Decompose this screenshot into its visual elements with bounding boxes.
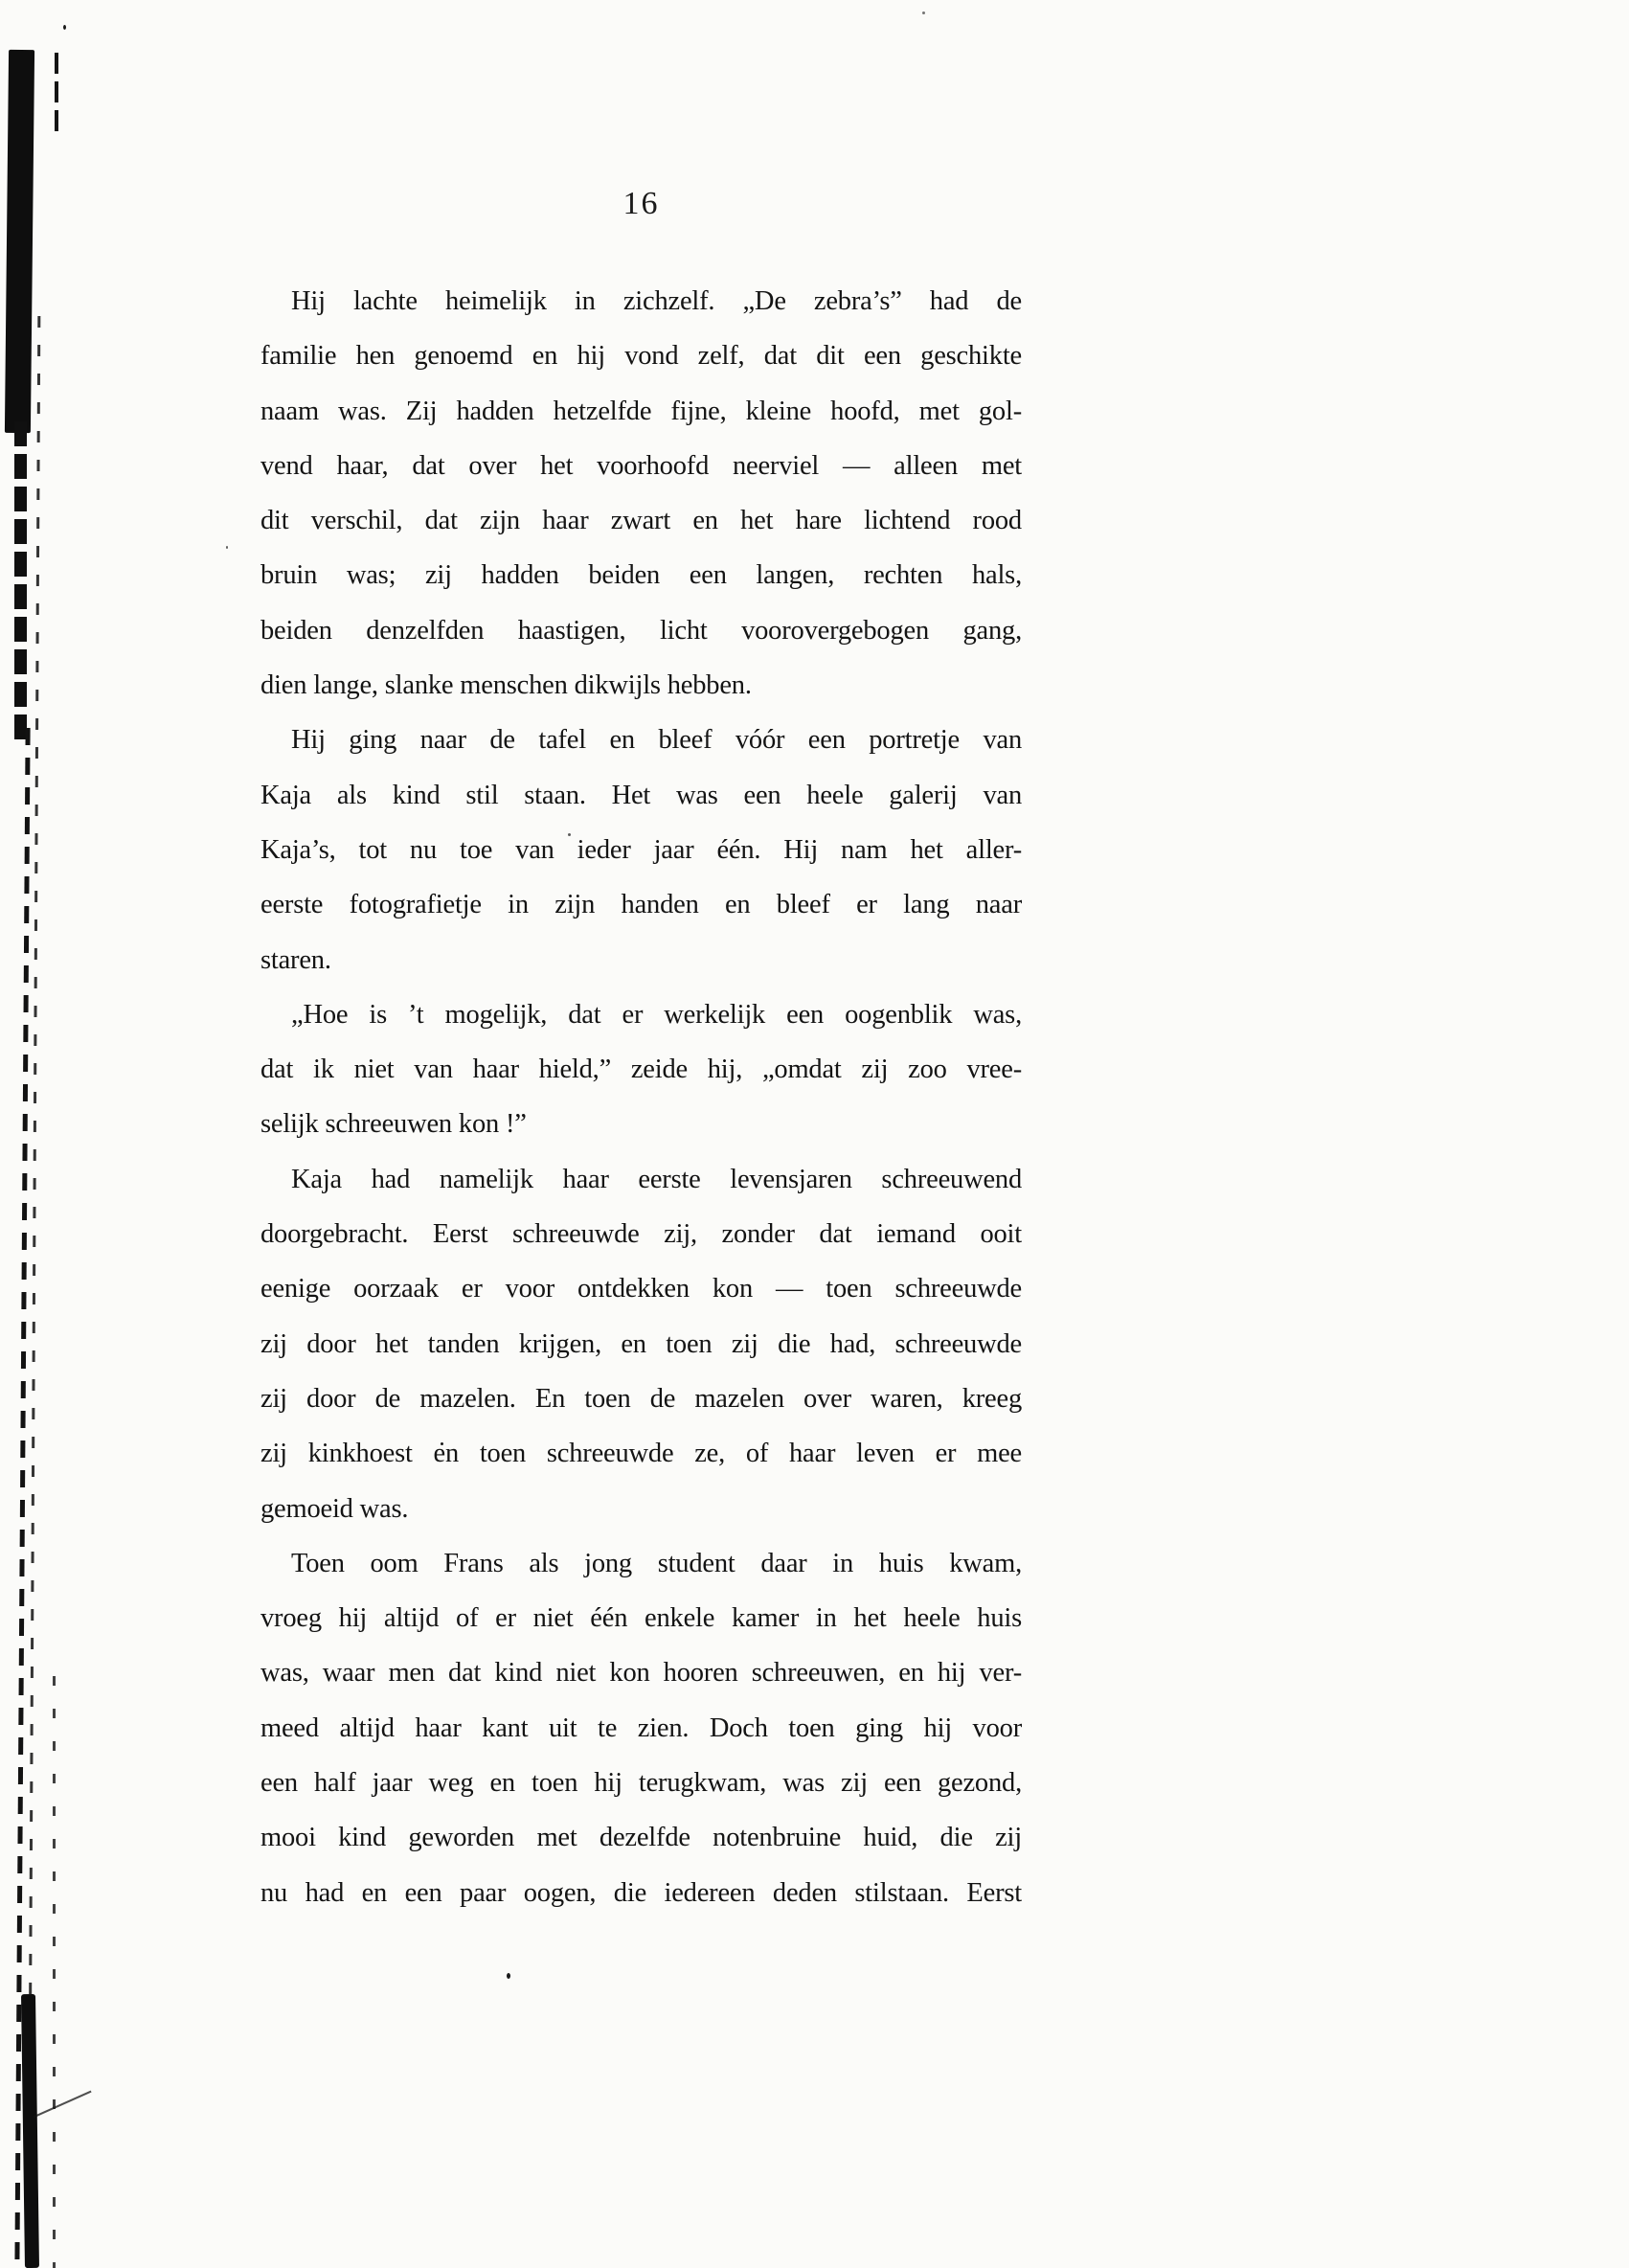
- text-line: Kaja’s, tot nu toe van ieder jaar één. Hij nam het aller-: [260, 834, 1022, 865]
- text-line: Hij ging naar de tafel en bleef vóór een portretje van: [291, 725, 1022, 756]
- text-line: zij door het tanden krijgen, en toen zij die had, schreeuwde: [260, 1328, 1022, 1359]
- text-line: vend haar, dat over het voorhoofd neerviel — alleen met: [260, 450, 1022, 481]
- ink-speck: [507, 1973, 510, 1979]
- scan-artifact-left-edge: [14, 421, 27, 747]
- text-line: staren.: [260, 944, 331, 975]
- ink-speck: [63, 25, 66, 30]
- scan-artifact-scratch: [33, 2091, 91, 2119]
- text-line: Hij lachte heimelijk in zichzelf. „De zebra’s” had de: [291, 286, 1022, 316]
- text-line: nu had en een paar oogen, die iedereen deden stilstaan. Eerst: [260, 1877, 1022, 1908]
- scan-artifact-left-edge: [5, 50, 34, 433]
- page-number: 16: [622, 186, 660, 221]
- scan-artifact-left-streak: [55, 53, 58, 134]
- text-line: zij kinkhoest en toen schreeuwde ze, of haar leven er mee: [260, 1439, 1022, 1469]
- scan-artifact-left-streak: [53, 1676, 56, 2268]
- body-text: [260, 274, 1022, 1920]
- text-line: doorgebracht. Eerst schreeuwde zij, zonder dat iemand ooit: [260, 1219, 1022, 1250]
- text-line: een half jaar weg en toen hij terugkwam, was zij een gezond,: [260, 1768, 1022, 1799]
- text-line: dien lange, slanke menschen dikwijls hebben.: [260, 670, 752, 701]
- text-line: dit verschil, dat zijn haar zwart en het hare lichtend rood: [260, 506, 1022, 536]
- text-line: Kaja als kind stil staan. Het was een heele galerij van: [260, 780, 1022, 810]
- text-line: bruin was; zij hadden beiden een langen, rechten hals,: [260, 560, 1022, 591]
- text-line: meed altijd haar kant uit te zien. Doch toen ging hij voor: [260, 1712, 1022, 1743]
- text-line: mooi kind geworden met dezelfde notenbruine huid, die zij: [260, 1823, 1022, 1853]
- text-line: Toen oom Frans als jong student daar in huis kwam,: [291, 1548, 1022, 1578]
- text-line: naam was. Zij hadden hetzelfde fijne, kleine hoofd, met gol-: [260, 396, 1022, 426]
- text-line: dat ik niet van haar hield,” zeide hij, „omdat zij zoo vree-: [260, 1055, 1022, 1085]
- text-line: Kaja had namelijk haar eerste levensjaren schreeuwend: [291, 1164, 1022, 1194]
- scan-artifact-left-streak: [28, 316, 41, 2268]
- scan-artifact-left-edge: [21, 1994, 39, 2268]
- ink-speck: [922, 11, 925, 14]
- text-line: gemoeid was.: [260, 1493, 409, 1524]
- text-line: vroeg hij altijd of er niet één enkele kamer in het heele huis: [260, 1603, 1022, 1634]
- text-line: beiden denzelfden haastigen, licht voorovergebogen gang,: [260, 615, 1022, 646]
- text-line: „Hoe is ’t mogelijk, dat er werkelijk een oogenblik was,: [291, 999, 1022, 1030]
- text-line: zij door de mazelen. En toen de mazelen over waren, kreeg: [260, 1383, 1022, 1414]
- text-line: eenige oorzaak er voor ontdekken kon — toen schreeuwde: [260, 1274, 1022, 1304]
- text-line: familie hen genoemd en hij vond zelf, dat dit een geschikte: [260, 341, 1022, 372]
- text-line: was, waar men dat kind niet kon hooren schreeuwen, en hij ver-: [260, 1658, 1022, 1689]
- text-line: selijk schreeuwen kon !”: [260, 1109, 527, 1140]
- text-line: eerste fotografietje in zijn handen en bleef er lang naar: [260, 890, 1022, 920]
- ink-speck: [226, 546, 228, 549]
